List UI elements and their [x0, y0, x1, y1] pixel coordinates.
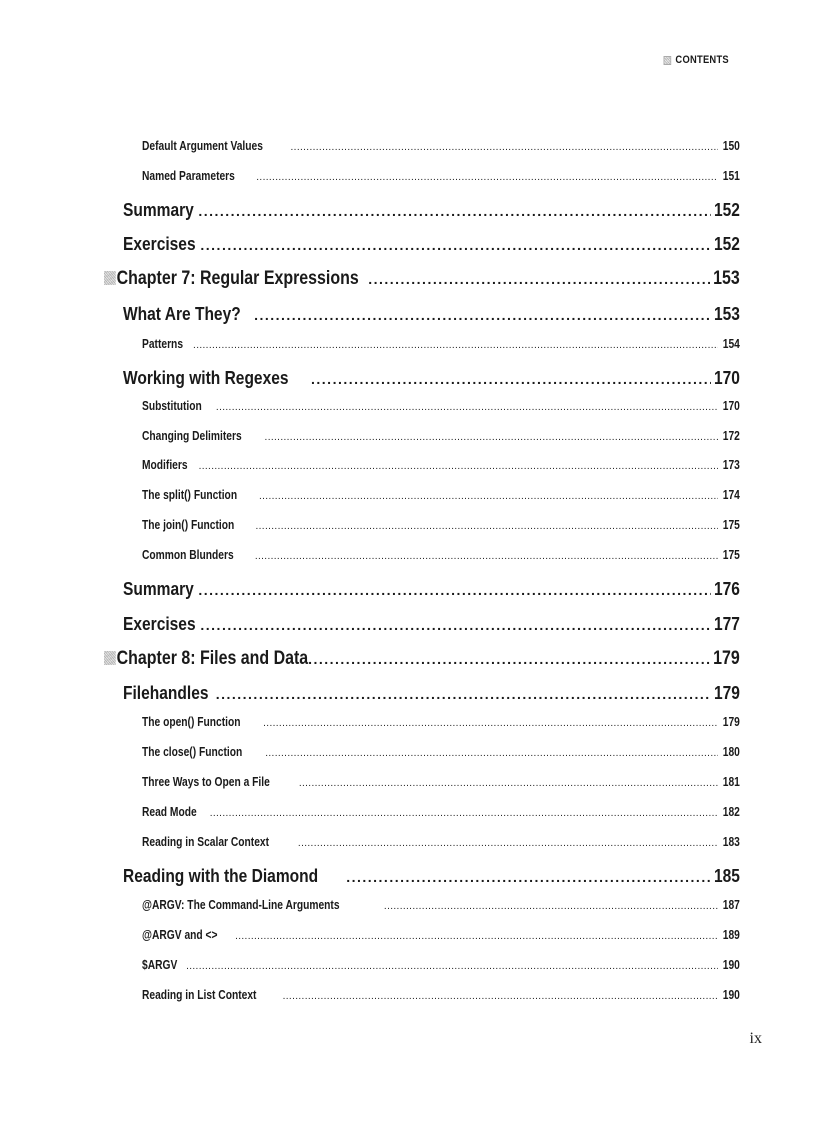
- toc-subsection-entry[interactable]: [142, 775, 740, 791]
- dot-leader: [255, 521, 718, 532]
- chapter-square-icon: [104, 271, 116, 285]
- dot-leader: [265, 748, 718, 759]
- toc-entry-title: [142, 429, 242, 443]
- toc-subsection-entry[interactable]: [142, 399, 740, 415]
- toc-entry-page: 179: [714, 682, 740, 703]
- toc-entry-title-text: Substitution: [142, 399, 202, 413]
- toc-entry-title-text: The split() Function: [142, 488, 238, 502]
- toc-entry-title-text: The close() Function: [142, 745, 243, 759]
- toc-entry-title-text: Chapter 8: Files and Data: [116, 648, 309, 669]
- toc-entry-title-text: Exercises: [123, 233, 196, 254]
- toc-entry-title: [123, 233, 196, 255]
- dot-leader: [198, 582, 711, 598]
- toc-entry-page: 179: [722, 715, 740, 729]
- toc-entry-page: 190: [722, 988, 740, 1002]
- dot-leader: [200, 617, 711, 633]
- toc-entry-page: 153: [713, 268, 740, 289]
- toc-entry-page: 152: [714, 199, 740, 220]
- toc-entry-title: [142, 775, 270, 789]
- running-head: [664, 54, 729, 66]
- toc-entry-page: 152: [714, 233, 740, 254]
- toc-entry-page: 174: [722, 488, 740, 502]
- toc-entry-title-text: Chapter 7: Regular Expressions: [116, 268, 359, 289]
- toc-chapter-entry[interactable]: [104, 648, 740, 672]
- toc-entry-title: [142, 715, 241, 729]
- toc-entry-page: 187: [722, 898, 740, 912]
- running-head-square-icon: [664, 56, 672, 65]
- toc-subsection-entry[interactable]: [142, 429, 740, 445]
- toc-entry-title-text: The join() Function: [142, 518, 235, 532]
- toc-entry-title-text: @ARGV: The Command-Line Arguments: [142, 898, 340, 912]
- toc-entry-title: [142, 745, 242, 759]
- dot-leader: [186, 961, 718, 972]
- dot-leader: [216, 402, 718, 413]
- toc-entry-page: 181: [722, 775, 740, 789]
- toc-entry-page: 190: [722, 958, 740, 972]
- dot-leader: [298, 838, 718, 849]
- dot-leader: [200, 237, 711, 253]
- toc-subsection-entry[interactable]: [142, 715, 740, 731]
- toc-section-entry[interactable]: [123, 199, 740, 221]
- toc-entry-title-text: Working with Regexes: [123, 367, 289, 388]
- toc-entry-title: [142, 805, 197, 819]
- toc-subsection-entry[interactable]: [142, 169, 740, 185]
- toc-entry-title: [123, 682, 208, 704]
- toc-entry-title-text: Reading in List Context: [142, 988, 257, 1002]
- toc-entry-title-text: Changing Delimiters: [142, 429, 242, 443]
- dot-leader: [384, 901, 718, 912]
- toc-section-entry[interactable]: [123, 682, 740, 704]
- toc-entry-title: [123, 865, 318, 887]
- toc-entry-title-text: Modifiers: [142, 458, 188, 472]
- running-head-label: CONTENTS: [675, 54, 729, 66]
- toc-entry-title: [123, 578, 194, 600]
- toc-subsection-entry[interactable]: [142, 928, 740, 944]
- toc-entry-title: [142, 458, 188, 472]
- dot-leader: [255, 551, 718, 562]
- toc-entry-title: [123, 613, 196, 635]
- toc-entry-page: 185: [714, 865, 740, 886]
- toc-chapter-entry[interactable]: [104, 268, 740, 292]
- dot-leader: [283, 991, 719, 1002]
- toc-entry-title-text: Summary: [123, 199, 194, 220]
- page-number: ix: [749, 1030, 762, 1047]
- toc-entry-title-text: The open() Function: [142, 715, 241, 729]
- toc-entry-title-text: Named Parameters: [142, 169, 235, 183]
- toc-entry-title: [142, 835, 269, 849]
- toc-entry-title-text: Exercises: [123, 613, 196, 634]
- toc-entry-title-text: What Are They?: [123, 303, 241, 324]
- toc-entry-page: 175: [722, 548, 740, 562]
- toc-entry-title: [142, 548, 234, 562]
- toc-entry-title-text: $ARGV: [142, 958, 178, 972]
- toc-entry-page: 154: [722, 337, 740, 351]
- toc-entry-title-text: Three Ways to Open a File: [142, 775, 270, 789]
- toc-entry-title: [142, 488, 237, 502]
- toc-section-entry[interactable]: [123, 233, 740, 255]
- dot-leader: [256, 172, 718, 183]
- toc-subsection-entry[interactable]: [142, 835, 740, 851]
- dot-leader: [311, 371, 711, 387]
- dot-leader: [299, 778, 718, 789]
- toc-subsection-entry[interactable]: [142, 898, 740, 914]
- toc-entry-page: 175: [722, 518, 740, 532]
- toc-entry-page: 153: [714, 303, 740, 324]
- toc-entry-title-text: Reading with the Diamond: [123, 865, 319, 886]
- dot-leader: [263, 718, 718, 729]
- toc-entry-page: 180: [722, 745, 740, 759]
- toc-entry-page: 189: [722, 928, 740, 942]
- dot-leader: [210, 808, 718, 819]
- toc-subsection-entry[interactable]: [142, 988, 740, 1004]
- dot-leader: [346, 869, 711, 885]
- dot-leader: [199, 461, 719, 472]
- dot-leader: [235, 931, 718, 942]
- dot-leader: [193, 340, 718, 351]
- toc-entry-title: [142, 399, 202, 413]
- toc-entry-title: [104, 648, 308, 670]
- toc-section-entry[interactable]: [123, 865, 740, 887]
- toc-entry-title: [142, 169, 235, 183]
- toc-section-entry[interactable]: [123, 613, 740, 635]
- toc-entry-title-text: Filehandles: [123, 682, 209, 703]
- toc-entry-title-text: Default Argument Values: [142, 139, 263, 153]
- dot-leader: [291, 142, 719, 153]
- dot-leader: [308, 651, 710, 667]
- toc-entry-page: 150: [722, 139, 740, 153]
- toc-subsection-entry[interactable]: [142, 805, 740, 821]
- toc-entry-title: [142, 337, 183, 351]
- chapter-square-icon: [104, 651, 116, 665]
- toc-section-entry[interactable]: [123, 578, 740, 600]
- dot-leader: [259, 491, 718, 502]
- toc-entry-title: [142, 988, 256, 1002]
- dot-leader: [265, 432, 719, 443]
- dot-leader: [368, 271, 710, 287]
- toc-entry-page: 170: [714, 367, 740, 388]
- toc-entry-title-text: Reading in Scalar Context: [142, 835, 270, 849]
- toc-entry-page: 170: [722, 399, 740, 413]
- toc-entry-title-text: Read Mode: [142, 805, 197, 819]
- dot-leader: [254, 307, 711, 323]
- toc-entry-title-text: Patterns: [142, 337, 184, 351]
- toc-entry-title: [142, 898, 340, 912]
- toc-subsection-entry[interactable]: [142, 337, 740, 353]
- toc-entry-page: 177: [714, 613, 740, 634]
- toc-entry-page: 151: [722, 169, 740, 183]
- toc-subsection-entry[interactable]: [142, 518, 740, 534]
- toc-subsection-entry[interactable]: [142, 958, 740, 974]
- toc-entry-title: [123, 303, 241, 325]
- toc-entry-title: [142, 958, 177, 972]
- toc-entry-page: 182: [722, 805, 740, 819]
- dot-leader: [216, 686, 711, 702]
- toc-entry-title-text: @ARGV and <>: [142, 928, 218, 942]
- toc-section-entry[interactable]: [123, 367, 740, 389]
- toc-entry-page: 176: [714, 578, 740, 599]
- toc-subsection-entry[interactable]: [142, 488, 740, 504]
- toc-subsection-entry[interactable]: [142, 139, 740, 155]
- toc-subsection-entry[interactable]: [142, 548, 740, 564]
- toc-entry-title-text: Common Blunders: [142, 548, 234, 562]
- toc-entry-page: 172: [722, 429, 740, 443]
- toc-entry-page: 183: [722, 835, 740, 849]
- toc-entry-title-text: Summary: [123, 578, 194, 599]
- toc-entry-title: [142, 139, 263, 153]
- toc-subsection-entry[interactable]: [142, 745, 740, 761]
- toc-entry-title: [123, 199, 194, 221]
- toc-subsection-entry[interactable]: [142, 458, 740, 474]
- toc-entry-title: [142, 928, 218, 942]
- toc-section-entry[interactable]: [123, 303, 740, 325]
- toc-entry-title: [142, 518, 234, 532]
- toc-entry-title: [123, 367, 289, 389]
- toc-entry-page: 179: [713, 648, 740, 669]
- toc-entry-page: 173: [722, 458, 740, 472]
- toc-entry-title: [104, 268, 359, 290]
- dot-leader: [198, 203, 711, 219]
